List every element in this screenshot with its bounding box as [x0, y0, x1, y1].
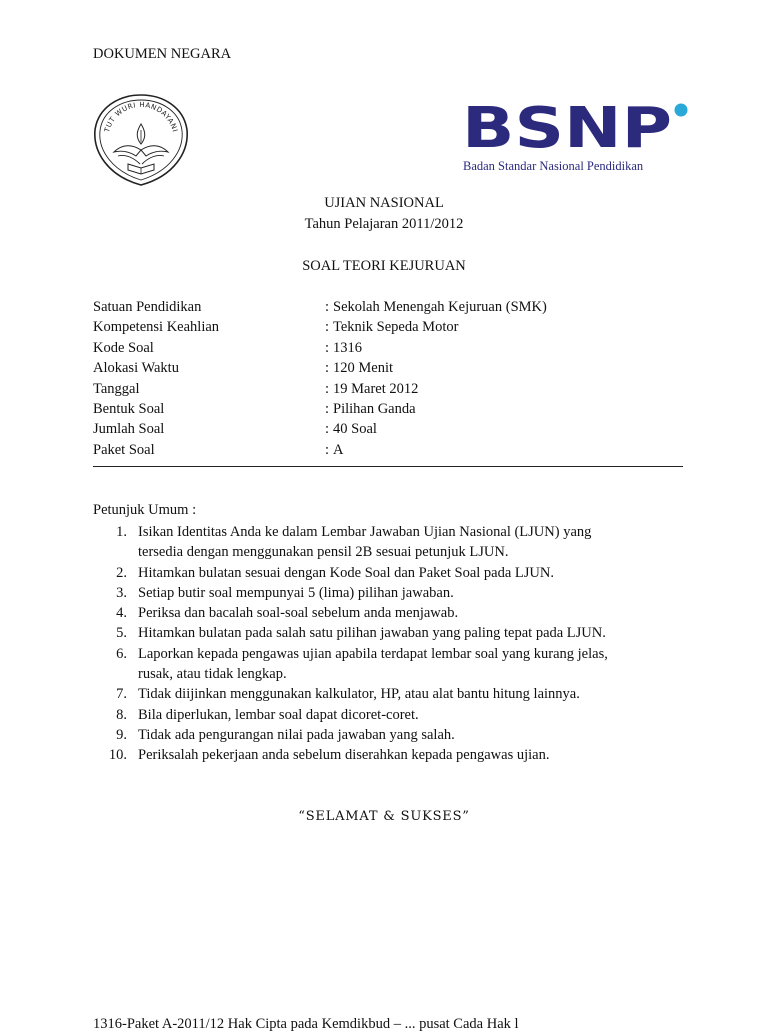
document-classification: DOKUMEN NEGARA — [93, 46, 232, 62]
paper-title: SOAL TEORI KEJURUAN — [302, 258, 466, 274]
info-row — [93, 297, 683, 317]
item-line: Laporkan kepada pengawas ujian apabila terdapat lembar soal yang kurang jelas, — [138, 645, 608, 662]
exam-year: Tahun Pelajaran 2011/2012 — [304, 216, 464, 232]
item-number: 8. — [116, 706, 127, 723]
info-label: Kode Soal — [93, 339, 154, 356]
info-row — [93, 358, 683, 378]
page-footer: 1316-Paket A-2011/12 Hak Cipta pada Kemdikbud – ... pusat Cada Hak l — [93, 1016, 519, 1032]
info-value: 120 Menit — [333, 360, 394, 377]
info-value: 19 Maret 2012 — [333, 380, 419, 397]
info-label: Bentuk Soal — [93, 400, 165, 417]
info-separator: : — [325, 400, 330, 417]
item-line: Periksalah pekerjaan anda sebelum diserahkan kepada pengawas ujian. — [138, 747, 550, 764]
info-separator: : — [325, 319, 330, 336]
bsnp-subtitle: Badan Standar Nasional Pendidikan — [463, 159, 644, 173]
bsnp-dot-icon — [675, 104, 688, 117]
item-line: Tidak ada pengurangan nilai pada jawaban yang salah. — [138, 726, 455, 743]
info-separator: : — [325, 380, 330, 397]
exam-title: UJIAN NASIONAL — [324, 195, 444, 211]
info-label: Alokasi Waktu — [93, 360, 179, 377]
list-item — [93, 563, 683, 583]
info-label: Satuan Pendidikan — [93, 299, 202, 315]
tutwuri-handayani-logo — [92, 92, 190, 188]
info-label: Tanggal — [93, 380, 140, 397]
item-line: Isikan Identitas Anda ke dalam Lembar Jawaban Ujian Nasional (LJUN) yang — [138, 524, 592, 540]
bsnp-acronym: BSNP — [462, 100, 672, 161]
item-line: Setiap butir soal mempunyai 5 (lima) pilihan jawaban. — [138, 584, 454, 601]
closing-message: “SELAMAT & SUKSES” — [298, 809, 470, 824]
item-line: Hitamkan bulatan pada salah satu pilihan jawaban yang paling tepat pada LJUN. — [138, 625, 606, 642]
info-separator: : — [325, 421, 330, 438]
info-row — [93, 317, 683, 337]
item-line: Hitamkan bulatan sesuai dengan Kode Soal dan Paket Soal pada LJUN. — [138, 564, 554, 581]
item-number: 4. — [116, 605, 127, 622]
section-divider — [93, 466, 683, 467]
info-separator: : — [325, 360, 330, 377]
item-number: 5. — [116, 625, 127, 642]
info-separator: : — [325, 441, 330, 458]
info-value: A — [333, 441, 344, 458]
list-item — [93, 684, 683, 704]
item-line: Tidak diijinkan menggunakan kalkulator, HP, atau alat bantu hitung lainnya. — [138, 686, 580, 703]
list-item — [93, 522, 683, 563]
info-value: 40 Soal — [333, 421, 377, 438]
item-line: Periksa dan bacalah soal-soal sebelum anda menjawab. — [138, 605, 459, 622]
instructions-title: Petunjuk Umum : — [93, 502, 197, 518]
info-label: Kompetensi Keahlian — [93, 319, 220, 336]
item-number: 6. — [116, 645, 127, 662]
info-separator: : — [325, 339, 330, 356]
item-number: 2. — [116, 564, 127, 581]
info-row — [93, 338, 683, 358]
info-row — [93, 419, 683, 439]
info-value: Teknik Sepeda Motor — [333, 319, 459, 336]
list-item — [93, 725, 683, 745]
bsnp-logo — [462, 100, 694, 180]
exam-info-table — [93, 297, 683, 460]
item-number: 10. — [108, 747, 127, 764]
info-row — [93, 440, 683, 460]
list-item — [93, 583, 683, 603]
info-value: Sekolah Menengah Kejuruan (SMK) — [333, 299, 547, 315]
item-number: 9. — [116, 726, 127, 743]
item-number: 7. — [116, 686, 127, 703]
item-number: 3. — [116, 584, 127, 601]
list-item — [93, 603, 683, 623]
info-row — [93, 379, 683, 399]
info-row — [93, 399, 683, 419]
logo-motto-text: TUT WURI HANDAYANI — [103, 100, 179, 134]
item-line: tersedia dengan menggunakan pensil 2B sesuai petunjuk LJUN. — [138, 544, 509, 561]
info-value: Pilihan Ganda — [333, 400, 416, 417]
item-line: Bila diperlukan, lembar soal dapat dicoret-coret. — [138, 706, 419, 723]
info-label: Jumlah Soal — [93, 421, 165, 438]
list-item — [93, 705, 683, 725]
item-line: rusak, atau tidak lengkap. — [138, 666, 287, 683]
info-value: 1316 — [333, 339, 362, 356]
svg-text:TUT WURI HANDAYANI — [103, 101, 179, 134]
instructions-list — [93, 522, 683, 766]
info-label: Paket Soal — [93, 441, 155, 458]
list-item — [93, 745, 683, 765]
item-number: 1. — [116, 524, 127, 540]
list-item — [93, 644, 683, 685]
info-separator: : — [325, 299, 330, 315]
list-item — [93, 623, 683, 643]
